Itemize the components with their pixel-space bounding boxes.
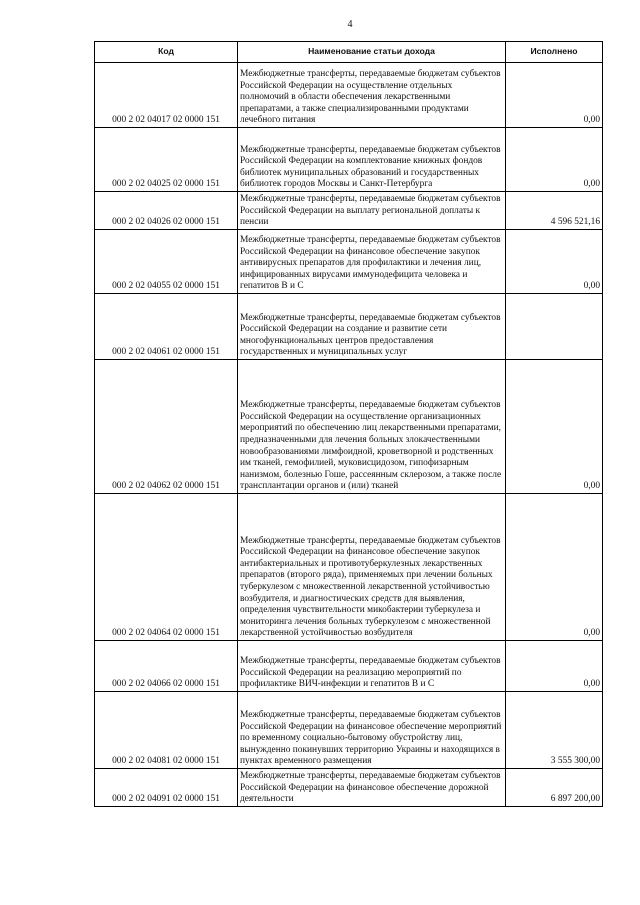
row-code: 000 2 02 04055 02 0000 151 xyxy=(95,230,238,294)
table-row xyxy=(95,128,603,192)
row-executed: 0,00 xyxy=(506,128,603,192)
row-code: 000 2 02 04081 02 0000 151 xyxy=(95,692,238,769)
row-executed: 4 596 521,16 xyxy=(506,192,603,230)
row-executed xyxy=(506,294,603,360)
row-executed: 0,00 xyxy=(506,494,603,641)
row-executed: 0,00 xyxy=(506,641,603,692)
row-executed: 0,00 xyxy=(506,63,603,128)
header-name: Наименование статьи дохода xyxy=(238,42,506,63)
row-name: Межбюджетные трансферты, передаваемые бюджетам субъектов Российской Федерации на финансовое обеспечение закупок антибактериальных и противотуберкулезных лекарственных препаратов (второго ряда), применяемых при лечении больных туберкулезом с множественной лекарственной устойчивостью возбудителя, и диагностических средств для выявления, определения чувствительности микобактерии туберкулеза и мониторинга лечения больных туберкулезом с множественной лекарственной устойчивостью возбудителя xyxy=(238,494,506,641)
row-code: 000 2 02 04091 02 0000 151 xyxy=(95,769,238,807)
row-code: 000 2 02 04062 02 0000 151 xyxy=(95,360,238,494)
row-name: Межбюджетные трансферты, передаваемые бюджетам субъектов Российской Федерации на выплату региональной доплаты к пенсии xyxy=(238,192,506,230)
row-name: Межбюджетные трансферты, передаваемые бюджетам субъектов Российской Федерации на финансовое обеспечение мероприятий по временному социально-бытовому обустройству лиц, вынужденно покинувших территорию Украины и находящихся в пунктах временного размещения xyxy=(238,692,506,769)
row-code: 000 2 02 04066 02 0000 151 xyxy=(95,641,238,692)
row-executed: 3 555 300,00 xyxy=(506,692,603,769)
row-executed: 0,00 xyxy=(506,360,603,494)
header-executed: Исполнено xyxy=(506,42,603,63)
table-row xyxy=(95,494,603,641)
row-name: Межбюджетные трансферты, передаваемые бюджетам субъектов Российской Федерации на осуществление отдельных полномочий в области обеспечения лекарственными препаратами, а также специализированными продуктами лечебного питания xyxy=(238,63,506,128)
table-header-row xyxy=(95,42,603,63)
row-code: 000 2 02 04025 02 0000 151 xyxy=(95,128,238,192)
table-row xyxy=(95,360,603,494)
row-code: 000 2 02 04026 02 0000 151 xyxy=(95,192,238,230)
row-code: 000 2 02 04064 02 0000 151 xyxy=(95,494,238,641)
row-name: Межбюджетные трансферты, передаваемые бюджетам субъектов Российской Федерации на осуществление организационных мероприятий по обеспечению лиц лекарственными препаратами, предназначенными для лечения больных злокачественными новообразованиями лимфоидной, кроветворной и родственных им тканей, гемофилией, муковисцидозом, гипофизарным нанизмом, болезнью Гоше, рассеянным склерозом, а также после трансплантации органов и (или) тканей xyxy=(238,360,506,494)
table-row xyxy=(95,230,603,294)
table-row xyxy=(95,192,603,230)
header-code: Код xyxy=(95,42,238,63)
row-name: Межбюджетные трансферты, передаваемые бюджетам субъектов Российской Федерации на создание и развитие сети многофункциональных центров предоставления государственных и муниципальных услуг xyxy=(238,294,506,360)
row-name: Межбюджетные трансферты, передаваемые бюджетам субъектов Российской Федерации на финансовое обеспечение дорожной деятельности xyxy=(238,769,506,807)
table-row xyxy=(95,63,603,128)
row-code: 000 2 02 04061 02 0000 151 xyxy=(95,294,238,360)
row-executed: 0,00 xyxy=(506,230,603,294)
page-number: 4 xyxy=(347,19,353,30)
table-row xyxy=(95,294,603,360)
row-name: Межбюджетные трансферты, передаваемые бюджетам субъектов Российской Федерации на финансовое обеспечение закупок антивирусных препаратов для профилактики и лечения лиц, инфицированных вирусами иммунодефицита человека и гепатитов В и С xyxy=(238,230,506,294)
income-table xyxy=(94,41,603,807)
row-code: 000 2 02 04017 02 0000 151 xyxy=(95,63,238,128)
row-executed: 6 897 200,00 xyxy=(506,769,603,807)
table-row xyxy=(95,692,603,769)
table-row xyxy=(95,769,603,807)
row-name: Межбюджетные трансферты, передаваемые бюджетам субъектов Российской Федерации на комплектование книжных фондов библиотек муниципальных образований и государственных библиотек городов Москвы и Санкт-Петербурга xyxy=(238,128,506,192)
row-name: Межбюджетные трансферты, передаваемые бюджетам субъектов Российской Федерации на реализацию мероприятий по профилактике ВИЧ-инфекции и гепатитов В и С xyxy=(238,641,506,692)
table-row xyxy=(95,641,603,692)
